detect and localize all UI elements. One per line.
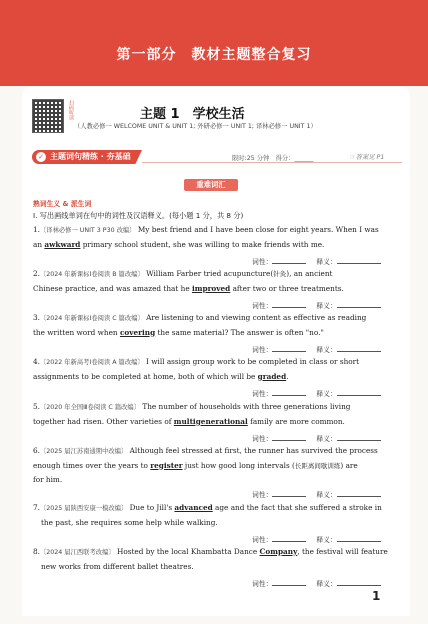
target-word: improved [191, 283, 231, 293]
question-text: just how good long intervals ( [182, 460, 295, 470]
target-word: awkward [44, 239, 81, 249]
topic-scope: （人教必修一 WELCOME UNIT & UNIT 1; 外研必修一 UNIT 1; 译林必修一 UNIT 1） [74, 123, 317, 130]
question-text: enough times over the years to [33, 460, 151, 470]
question-item [33, 355, 395, 383]
section-header [32, 150, 402, 164]
question-source: 〔2025 届陕西安康一模改编〕 [39, 505, 128, 512]
question-number: 7. [33, 503, 40, 512]
meaning-label: 释义： [316, 346, 337, 354]
meaning-blank[interactable] [337, 256, 381, 264]
meaning-label: 释义： [316, 302, 337, 310]
pos-label: 词性： [252, 390, 273, 398]
pos-label: 词性： [252, 580, 273, 588]
section-divider [142, 162, 402, 163]
meaning-blank[interactable] [337, 489, 381, 497]
target-word: register [150, 460, 183, 470]
pos-label: 词性： [252, 435, 273, 443]
answer-reference: ☞答案见 P1 [350, 154, 385, 161]
meaning-blank[interactable] [337, 534, 381, 542]
question-text: the past, she requires some help while walking. [41, 517, 218, 527]
answer-row [252, 433, 381, 443]
question-text: the written word when [33, 327, 120, 337]
question-source: 〔2024 年新课标Ⅰ卷阅读 C 篇改编〕 [39, 315, 144, 322]
question-text: new works from different ballet theatres. [41, 561, 194, 571]
question-source: 〔2024 年新课标Ⅰ卷阅读 B 篇改编〕 [39, 271, 144, 278]
question-text: after two or three treatments. [230, 283, 344, 293]
answer-row [252, 388, 381, 398]
target-word: Company [259, 547, 298, 556]
question-text: age and the fact that she suffered a stroke in [212, 503, 382, 512]
meaning-label: 释义： [316, 536, 337, 544]
meaning-blank[interactable] [337, 433, 381, 441]
target-word: graded [257, 371, 287, 381]
pos-label: 词性： [252, 258, 273, 266]
topic-title: 主题 1 学校生活 [140, 107, 245, 122]
question-source: 〔2024 届江西联考改编〕 [39, 549, 115, 556]
target-word: multigenerational [173, 416, 248, 426]
question-text: Due to Jill's [127, 503, 175, 512]
meaning-label: 释义： [316, 390, 337, 398]
question-text: together had risen. Other varieties of [33, 416, 174, 426]
question-text: Chinese practice, and was amazed that he [33, 283, 192, 293]
pos-blank[interactable] [272, 489, 306, 497]
question-text: an [33, 239, 45, 249]
question-item [33, 501, 395, 529]
meaning-blank[interactable] [337, 578, 381, 586]
pos-blank[interactable] [272, 344, 306, 352]
question-number: 2. [33, 269, 40, 278]
question-item [33, 400, 395, 428]
question-text: My best friend and I have been close for eight years. When I was [135, 225, 379, 234]
pos-blank[interactable] [272, 300, 306, 308]
question-text: family are more common. [247, 416, 345, 426]
pos-label: 词性： [252, 491, 273, 499]
pos-label: 词性： [252, 346, 273, 354]
question-source: 〔2020 年全国Ⅲ卷阅读 C 篇改编〕 [39, 404, 141, 411]
meaning-blank[interactable] [337, 300, 381, 308]
category-label: 熟词生义 & 派生词 [33, 200, 92, 208]
question-item [33, 444, 395, 487]
question-text: The number of households with three generations living [140, 402, 351, 411]
answer-row [252, 344, 381, 354]
question-text: primary school student, she was willing to make friends with me. [80, 239, 325, 249]
question-text: 长距离间歇训练 [294, 461, 341, 470]
question-number: 1. [33, 225, 40, 234]
answer-row [252, 300, 381, 310]
answer-row [252, 489, 381, 499]
question-text: William Farber tried acupuncture( [143, 269, 274, 278]
page-number: 1 [372, 589, 381, 603]
pos-blank[interactable] [272, 433, 306, 441]
qr-code-icon[interactable] [32, 99, 64, 133]
sub-section-badge: 重难词汇 [184, 179, 238, 191]
question-text: ), an ancient [286, 269, 333, 278]
question-text: assignments to be completed at home, both of which will be [33, 371, 258, 381]
instructions: Ⅰ. 写出画线单词在句中的词性及汉语释义。(每小题 1 分，共 8 分) [33, 211, 244, 220]
question-text: the same material? The answer is often "no." [155, 327, 324, 337]
question-number: 3. [33, 313, 40, 322]
qr-label: 扫码听读 [68, 100, 74, 120]
question-source: 〔译林必修一 UNIT 3 P30 改编〕 [39, 227, 136, 234]
question-item [33, 311, 395, 339]
pos-blank[interactable] [272, 388, 306, 396]
question-text: for him. [33, 475, 63, 484]
question-text: I will assign group work to be completed in class or short [143, 357, 360, 366]
target-word: covering [119, 327, 156, 337]
question-text: , the festival will feature [297, 547, 388, 556]
question-number: 6. [33, 446, 40, 455]
pos-label: 词性： [252, 302, 273, 310]
answer-row [252, 578, 381, 588]
question-text: Are listening to and viewing content as effective as reading [143, 313, 367, 322]
time-limit-score: 限时:25 分钟 得分：______ [232, 155, 314, 162]
pos-label: 词性： [252, 536, 273, 544]
pos-blank[interactable] [272, 256, 306, 264]
check-icon: ✓ [36, 152, 46, 162]
pos-blank[interactable] [272, 534, 306, 542]
answer-row [252, 534, 381, 544]
meaning-blank[interactable] [337, 388, 381, 396]
question-source: 〔2025 届江苏南通期中改编〕 [39, 448, 128, 455]
question-item [33, 223, 395, 251]
question-text: Although feel stressed at first, the runner has survived the process [127, 446, 378, 455]
question-text: 针灸 [273, 270, 287, 278]
meaning-blank[interactable] [337, 344, 381, 352]
question-number: 4. [33, 357, 40, 366]
question-source: 〔2022 年新高考Ⅰ卷阅读 A 篇改编〕 [39, 359, 144, 366]
section-label: 主题词句精练 · 夯基础 [50, 152, 131, 161]
question-item [33, 267, 395, 295]
answer-row [252, 256, 381, 266]
meaning-label: 释义： [316, 435, 337, 443]
question-text: ) are [340, 460, 358, 470]
question-number: 8. [33, 547, 40, 556]
question-text: . [286, 371, 289, 381]
question-number: 5. [33, 402, 40, 411]
meaning-label: 释义： [316, 491, 337, 499]
top-banner [0, 0, 428, 86]
banner-title: 第一部分 教材主题整合复习 [116, 47, 312, 63]
pos-blank[interactable] [272, 578, 306, 586]
target-word: advanced [174, 503, 213, 512]
question-text: Hosted by the local Khambatta Dance [114, 547, 260, 556]
question-item [33, 545, 395, 573]
meaning-label: 释义： [316, 258, 337, 266]
meaning-label: 释义： [316, 580, 337, 588]
